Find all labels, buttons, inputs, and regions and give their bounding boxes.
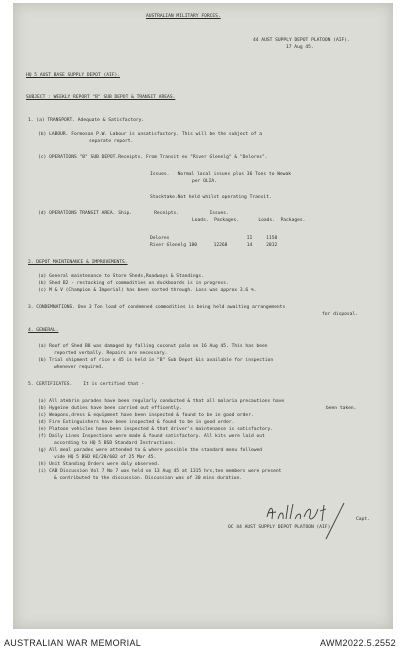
archive-footer [0, 631, 407, 653]
section-1-labour-cont: separate report. [89, 139, 134, 144]
certificate-i-cont: & contributed to the discussion. Discussion was of 30 mins duration. [54, 476, 243, 481]
document-date: 17 Aug 45. [286, 45, 314, 50]
section-2-item-a: (a) General maintenance to Store Sheds,Roadways & Standings. [38, 274, 204, 279]
transit-row-delores: Delores II 1158 [150, 236, 278, 241]
section-5-certificates: 5. CERTIFICATES. It is certified that - [28, 382, 145, 387]
section-2-heading: 2. DEPOT MAINTENANCE & IMPROVEMENTS. [28, 260, 128, 265]
certificate-b: (b) Hygeine duties have been carried out efficently. [38, 406, 182, 411]
certificate-i: (i) CAB Discussion Vol 7 No 7 was held on 13 Aug 45 at 1315 hrs,ten members were present [38, 469, 282, 474]
certificate-a: (a) All atebrin parades have been regularly conducted & that all malaria precautions have [38, 399, 285, 404]
subject-line: SUBJECT : WEEKLY REPORT "B" SUB DEPOT & TRANSIT AREAS. [26, 95, 176, 100]
section-1-operations-b: (c) OPERATIONS "B" SUB DEPOT.Receipts. From Transit ex "River Glenelg" & "Delores". [38, 155, 268, 160]
section-1-transit-header: (d) OPERATIONS TRANSIT AREA. Ship. Receipts. Issues. [38, 211, 229, 216]
addressee: HQ 5 AUST BASE SUPPLY DEPOT (AIF). [26, 73, 121, 78]
section-1-issues-cont: per OLIA. [192, 179, 217, 184]
section-2-item-c: (c) M & V (Champion & Imperial) has been sorted through. Loss was approx 3.6 %. [38, 288, 257, 293]
signatory-rank: Capt. [356, 517, 370, 522]
section-2-item-b: (b) Shed B2 - restacking of commodities on duckboards is in progress. [38, 281, 229, 286]
section-1-transit-columns: Loads. Packages. Loads. Packages. [192, 218, 306, 223]
certificate-g-cont: vide HQ 5 BSD HI/28/602 of 25 Mar 45. [54, 455, 157, 460]
certificate-a-cont: been taken. [326, 406, 357, 411]
certificate-g: (g) All meal parades were attended to & where possible the standard menu followed [38, 448, 263, 453]
handwritten-signature [262, 497, 362, 541]
unit-designation: 44 AUST SUPPLY DEPOT PLATOON (AIF). [253, 38, 350, 43]
certificate-e: (e) Platoon vehicles have been inspected & that driver's maintenance is satisfactory. [38, 427, 274, 432]
section-1-issues: Issues. Normal local issues plus 36 Tons to Wewak [150, 172, 292, 177]
certificate-c: (c) Weapons,dress & equipment have been inspected & found to be in good order. [38, 413, 254, 418]
archive-name: AUSTRALIAN WAR MEMORIAL [4, 638, 142, 648]
section-1-stocktake: Stocktake.Not held whilst operating Transit. [150, 195, 272, 200]
section-4-item-a: (a) Roof of Shed B8 was damaged by falling coconut palm on 16 Aug 45. This has been [38, 344, 268, 349]
certificate-d: (d) Fire Extinguishers have been inspected & found to be in good order. [38, 420, 235, 425]
signature-block: OC 44 AUST SUPPLY DEPOT PLATOON (AIF). [228, 525, 334, 530]
section-1-labour: (b) LABOUR. Formosan P.W. Labour is unsatisfactory. This will be the subject of a [38, 132, 263, 137]
section-1-transport: 1. (a) TRANSPORT. Adequate & Satisfactory. [28, 118, 145, 123]
archive-reference: AWM2022.5.2552 [320, 638, 396, 648]
section-4-item-b-cont: whenever required. [54, 365, 104, 370]
section-3-condemnations: 3. CONDEMNATIONS. One 3 Ton load of condemned commodities is being held awaiting arrangements [28, 305, 286, 310]
section-4-item-a-cont: reported verbally. Repairs are necessary. [54, 351, 168, 356]
certificate-h: (h) Unit Standing Orders were duly observed. [38, 462, 160, 467]
document-title: AUSTRALIAN MILITARY FORCES. [146, 14, 221, 19]
section-4-item-b: (b) Trial shipment of rice x 45 is held in "B" Sub Depot &is available for inspection [38, 358, 274, 363]
section-3-cont: for disposal. [322, 312, 358, 317]
certificate-f-cont: according to HQ 5 BSD Standard Instructions. [54, 441, 176, 446]
certificate-f: (f) Daily Lines Inspections were made & found satisfactory. All kits were laid out [38, 434, 265, 439]
section-4-heading: 4. GENERAL. [28, 328, 59, 333]
transit-row-river-glenelg: River Glenelg 180 12268 14 2012 [150, 243, 278, 248]
